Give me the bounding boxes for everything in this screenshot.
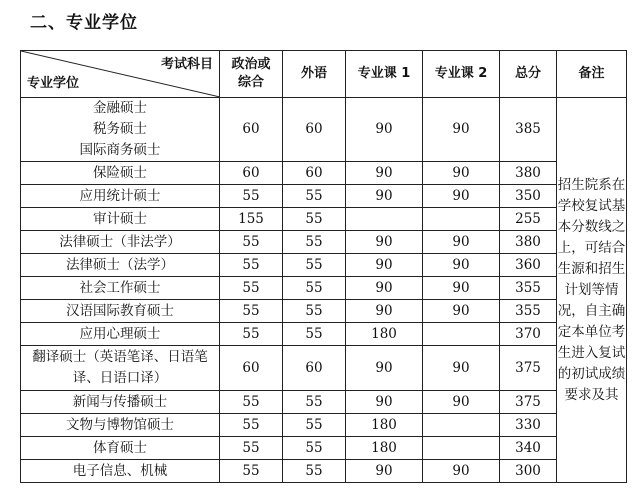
course2-score: 90 — [423, 277, 500, 300]
header-course1: 专业课 1 — [346, 51, 423, 98]
language-score: 55 — [283, 323, 346, 346]
total-score: 355 — [500, 277, 557, 300]
language-score: 55 — [283, 231, 346, 254]
language-score: 60 — [283, 98, 346, 162]
degree-name: 新闻与传播硕士 — [72, 393, 168, 410]
degree-name: 法律硕士（法学） — [66, 256, 174, 273]
table-row — [21, 185, 627, 208]
total-score: 300 — [500, 460, 557, 483]
course1-score: 90 — [346, 391, 423, 414]
header-language: 外语 — [283, 51, 346, 98]
course1-score: 90 — [346, 277, 423, 300]
language-score: 55 — [283, 208, 346, 231]
degree-name: 审计硕士 — [93, 210, 147, 227]
degree-name: 应用心理硕士 — [79, 325, 161, 342]
degree-cell — [21, 277, 220, 300]
language-score: 55 — [283, 277, 346, 300]
total-score: 355 — [500, 300, 557, 323]
header-politics: 政治或综合 — [220, 51, 283, 98]
degree-cell — [21, 185, 220, 208]
degree-name: 翻译硕士（英语笔译、日语笔 — [32, 349, 208, 365]
total-score: 330 — [500, 414, 557, 437]
course2-score: 90 — [423, 162, 500, 185]
language-score: 55 — [283, 254, 346, 277]
politics-score: 55 — [220, 391, 283, 414]
remark-cell: 招生院系在学校复试基本分数线之上，可结合生源和招生计划等情况，自主确定本单位考生进入复试的初试成绩要求及其 — [557, 98, 627, 483]
course2-score: 90 — [423, 98, 500, 162]
degree-cell — [21, 346, 220, 391]
course1-score: 90 — [346, 98, 423, 162]
politics-score: 55 — [220, 323, 283, 346]
course2-score — [423, 437, 500, 460]
total-score: 350 — [500, 185, 557, 208]
degree-cell — [21, 208, 220, 231]
degree-name: 电子信息、机械 — [72, 462, 168, 479]
table-row — [21, 277, 627, 300]
course2-score: 90 — [423, 346, 500, 391]
degree-name: 汉语国际教育硕士 — [66, 302, 174, 319]
degree-name: 应用统计硕士 — [79, 187, 161, 204]
language-score: 55 — [283, 437, 346, 460]
degree-name: 文物与博物馆硕士 — [66, 416, 174, 433]
language-score: 55 — [283, 414, 346, 437]
total-score: 375 — [500, 391, 557, 414]
corner-top-label: 考试科目 — [160, 57, 213, 72]
total-score: 380 — [500, 162, 557, 185]
politics-score: 55 — [220, 185, 283, 208]
total-score: 370 — [500, 323, 557, 346]
header-total: 总分 — [500, 51, 557, 98]
politics-score: 60 — [220, 98, 283, 162]
course1-score: 90 — [346, 185, 423, 208]
total-score: 380 — [500, 231, 557, 254]
table-row — [21, 437, 627, 460]
table-row — [21, 300, 627, 323]
course1-score: 90 — [346, 231, 423, 254]
degree-name: 社会工作硕士 — [79, 279, 161, 296]
degree-cell — [21, 162, 220, 185]
language-score: 55 — [283, 300, 346, 323]
course2-score: 90 — [423, 460, 500, 483]
degree-cell — [21, 391, 220, 414]
table-row — [21, 391, 627, 414]
degree-cell — [21, 254, 220, 277]
politics-score: 55 — [220, 460, 283, 483]
total-score: 385 — [500, 98, 557, 162]
language-score: 60 — [283, 346, 346, 391]
degree-cell — [21, 300, 220, 323]
politics-score: 55 — [220, 231, 283, 254]
corner-bottom-label: 专业学位 — [27, 76, 80, 91]
course1-score: 90 — [346, 300, 423, 323]
table-row — [21, 162, 627, 185]
table-row — [21, 231, 627, 254]
degree-cell — [21, 98, 220, 162]
degree-name: 法律硕士（非法学） — [59, 233, 181, 250]
degree-cell — [21, 414, 220, 437]
degree-name: 译、日语口译） — [72, 370, 168, 386]
degree-cell — [21, 231, 220, 254]
degree-name: 保险硕士 — [93, 164, 147, 181]
course1-score: 90 — [346, 254, 423, 277]
course1-score: 90 — [346, 162, 423, 185]
corner-header — [21, 51, 220, 98]
course1-score: 180 — [346, 414, 423, 437]
total-score: 360 — [500, 254, 557, 277]
course1-score: 90 — [346, 346, 423, 391]
course1-score — [346, 208, 423, 231]
politics-score: 60 — [220, 346, 283, 391]
course1-score: 90 — [346, 460, 423, 483]
degree-name: 金融硕士 — [93, 100, 147, 116]
course2-score: 90 — [423, 300, 500, 323]
total-score: 340 — [500, 437, 557, 460]
language-score: 55 — [283, 185, 346, 208]
table-row — [21, 208, 627, 231]
table-row — [21, 414, 627, 437]
table-row — [21, 254, 627, 277]
header-remark: 备注 — [557, 51, 627, 98]
score-table — [20, 50, 627, 483]
language-score: 60 — [283, 162, 346, 185]
header-course2: 专业课 2 — [423, 51, 500, 98]
section-title: 二、专业学位 — [30, 13, 138, 33]
politics-score: 55 — [220, 254, 283, 277]
politics-score: 155 — [220, 208, 283, 231]
degree-name: 国际商务硕士 — [79, 142, 161, 158]
course2-score: 90 — [423, 391, 500, 414]
course2-score — [423, 414, 500, 437]
course2-score: 90 — [423, 254, 500, 277]
politics-score: 55 — [220, 414, 283, 437]
table-row — [21, 460, 627, 483]
total-score: 255 — [500, 208, 557, 231]
degree-cell — [21, 437, 220, 460]
course1-score: 180 — [346, 437, 423, 460]
total-score: 375 — [500, 346, 557, 391]
politics-score: 55 — [220, 300, 283, 323]
course2-score: 90 — [423, 185, 500, 208]
table-row — [21, 323, 627, 346]
header-row — [21, 51, 627, 98]
degree-cell — [21, 323, 220, 346]
degree-cell — [21, 460, 220, 483]
table-row — [21, 346, 627, 391]
course2-score — [423, 323, 500, 346]
table-row — [21, 98, 627, 162]
politics-score: 55 — [220, 437, 283, 460]
degree-name: 税务硕士 — [93, 121, 147, 137]
course1-score: 180 — [346, 323, 423, 346]
course2-score: 90 — [423, 231, 500, 254]
language-score: 55 — [283, 391, 346, 414]
politics-score: 55 — [220, 277, 283, 300]
language-score: 55 — [283, 460, 346, 483]
degree-name: 体育硕士 — [93, 439, 147, 456]
politics-score: 60 — [220, 162, 283, 185]
course2-score — [423, 208, 500, 231]
